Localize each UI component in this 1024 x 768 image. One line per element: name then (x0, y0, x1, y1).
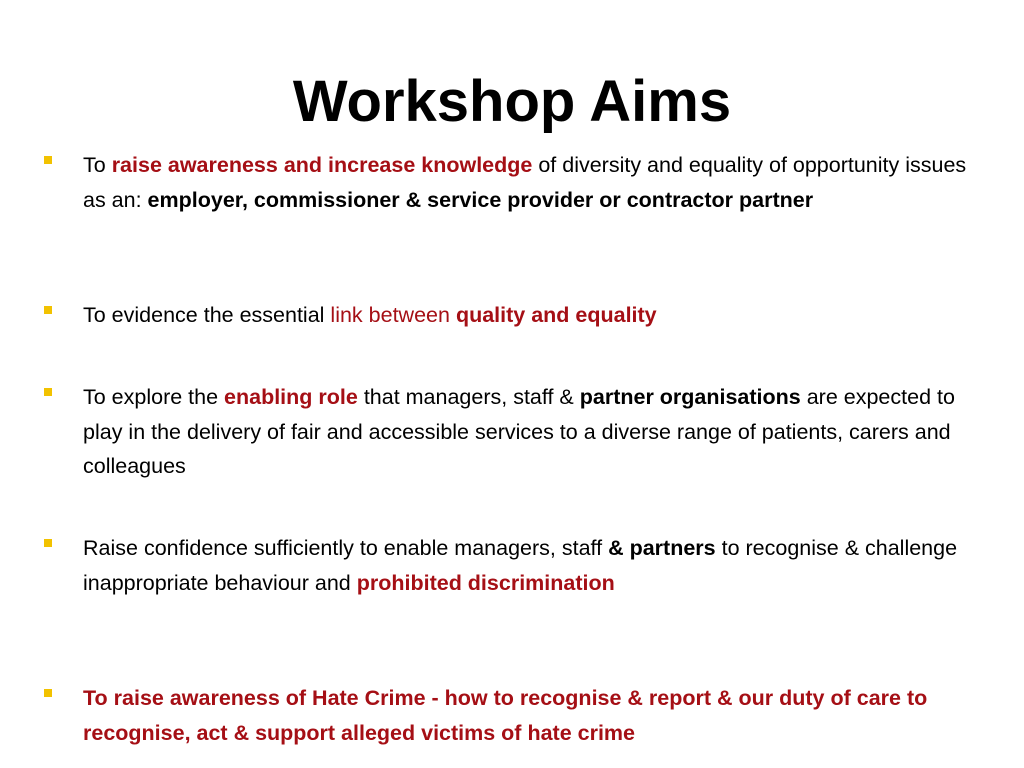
slide-title: Workshop Aims (292, 69, 732, 134)
text-segment: are expected to play in the delivery of fair and accessible services to a diverse range of patients, carers and colleagues (83, 385, 955, 478)
bold-text: & partners (608, 536, 716, 560)
highlight-text: To raise awareness of Hate Crime - how to recognise & report & our duty of care to recognise, act & support alleged victims of hate crime (83, 686, 928, 745)
highlight-text: enabling role (224, 385, 358, 409)
bullet-text (83, 681, 988, 750)
bullet-text (83, 148, 988, 217)
bold-text: partner organisations (579, 385, 801, 409)
highlight-text: quality and equality (455, 303, 657, 327)
highlight-text: raise awareness and increase knowledge (111, 153, 533, 177)
text-segment: To evidence the essential (83, 303, 331, 327)
square-bullet-icon (44, 539, 52, 547)
bullet-text (83, 531, 988, 600)
square-bullet-icon (44, 388, 52, 396)
text-segment: Raise confidence sufficiently to enable managers, staff (83, 536, 609, 560)
text-segment: that managers, staff & (357, 385, 580, 409)
text-segment: To (83, 153, 112, 177)
bullet-text (83, 298, 988, 333)
square-bullet-icon (44, 689, 52, 697)
text-segment: To explore the (83, 385, 225, 409)
bold-text: employer, commissioner & service provider or contractor partner (147, 187, 814, 212)
bullet-text (83, 380, 988, 484)
highlight-text: link between (330, 303, 450, 327)
highlight-text: prohibited discrimination (356, 570, 615, 595)
square-bullet-icon (44, 306, 52, 314)
text-segment: to recognise & challenge inappropriate behaviour and (83, 536, 958, 595)
square-bullet-icon (44, 156, 52, 164)
text-segment: of diversity and equality of opportunity issues as an: (83, 153, 967, 212)
